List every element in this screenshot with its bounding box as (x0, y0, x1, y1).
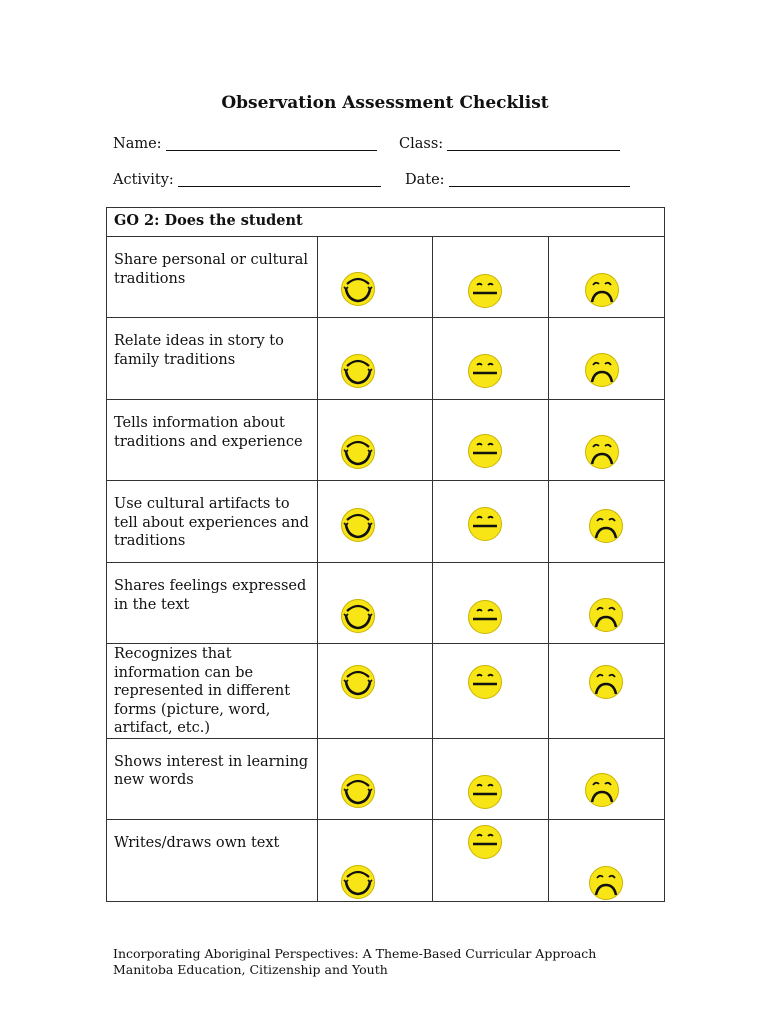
smiley-face-icon[interactable] (340, 864, 376, 900)
smiley-face-icon[interactable] (340, 664, 376, 700)
class-blank[interactable] (447, 149, 620, 151)
page-title: Observation Assessment Checklist (221, 93, 549, 113)
frowny-face-icon[interactable] (584, 772, 620, 808)
class-label: Class: (399, 136, 444, 152)
smiley-face-icon[interactable] (340, 271, 376, 307)
checklist-table (106, 207, 665, 902)
rating-cell[interactable] (549, 644, 665, 739)
rating-cell[interactable] (318, 481, 433, 563)
table-row (107, 318, 665, 400)
criterion-label: Shows interest in learning new words (107, 738, 318, 819)
name-label: Name: (113, 136, 162, 152)
smiley-face-icon[interactable] (340, 773, 376, 809)
rating-cell[interactable] (549, 481, 665, 563)
table-row (107, 481, 665, 563)
footer-line-1: Incorporating Aboriginal Perspectives: A Theme-Based Curricular Approach (113, 946, 597, 961)
activity-label: Activity: (113, 172, 174, 188)
rating-cell[interactable] (549, 563, 665, 644)
rating-cell[interactable] (318, 318, 433, 400)
neutral-face-icon[interactable] (467, 774, 503, 810)
neutral-face-icon[interactable] (467, 824, 503, 860)
rating-cell[interactable] (433, 644, 549, 739)
rating-cell[interactable] (549, 738, 665, 819)
table-row (107, 644, 665, 739)
rating-cell[interactable] (318, 237, 433, 318)
criterion-label: Share personal or cultural traditions (107, 237, 318, 318)
rating-cell[interactable] (433, 481, 549, 563)
rating-cell[interactable] (318, 819, 433, 901)
rating-cell[interactable] (549, 237, 665, 318)
neutral-face-icon[interactable] (467, 506, 503, 542)
criterion-label: Recognizes that information can be represented in different forms (picture, word, artifact, etc.) (107, 644, 318, 739)
table-row (107, 400, 665, 481)
footer (113, 946, 596, 978)
frowny-face-icon[interactable] (584, 352, 620, 388)
criterion-label: Writes/draws own text (107, 819, 318, 901)
frowny-face-icon[interactable] (588, 664, 624, 700)
rating-cell[interactable] (549, 318, 665, 400)
smiley-face-icon[interactable] (340, 598, 376, 634)
date-field (405, 172, 630, 188)
table-row (107, 563, 665, 644)
neutral-face-icon[interactable] (467, 353, 503, 389)
criterion-label: Use cultural artifacts to tell about experiences and traditions (107, 481, 318, 563)
frowny-face-icon[interactable] (588, 508, 624, 544)
criterion-label: Relate ideas in story to family traditions (107, 318, 318, 400)
criterion-label: Shares feelings expressed in the text (107, 563, 318, 644)
rating-cell[interactable] (433, 318, 549, 400)
activity-field (113, 172, 381, 188)
rating-cell[interactable] (318, 563, 433, 644)
date-label: Date: (405, 172, 445, 188)
frowny-face-icon[interactable] (584, 272, 620, 308)
frowny-face-icon[interactable] (588, 865, 624, 901)
criterion-label: Tells information about traditions and experience (107, 400, 318, 481)
rating-cell[interactable] (318, 400, 433, 481)
rating-cell[interactable] (433, 563, 549, 644)
footer-line-2: Manitoba Education, Citizenship and Youth (113, 962, 388, 977)
neutral-face-icon[interactable] (467, 273, 503, 309)
neutral-face-icon[interactable] (467, 599, 503, 635)
activity-blank[interactable] (178, 185, 381, 187)
rating-cell[interactable] (549, 819, 665, 901)
rating-cell[interactable] (433, 819, 549, 901)
neutral-face-icon[interactable] (467, 664, 503, 700)
rating-cell[interactable] (433, 237, 549, 318)
smiley-face-icon[interactable] (340, 507, 376, 543)
rating-cell[interactable] (318, 738, 433, 819)
rating-cell[interactable] (318, 644, 433, 739)
name-blank[interactable] (166, 149, 377, 151)
class-field (399, 136, 620, 152)
table-row (107, 237, 665, 318)
name-field (113, 136, 377, 152)
rating-cell[interactable] (433, 400, 549, 481)
date-blank[interactable] (449, 185, 630, 187)
table-row (107, 738, 665, 819)
frowny-face-icon[interactable] (584, 434, 620, 470)
table-header-row (107, 208, 665, 237)
frowny-face-icon[interactable] (588, 597, 624, 633)
smiley-face-icon[interactable] (340, 353, 376, 389)
rating-cell[interactable] (549, 400, 665, 481)
table-header: GO 2: Does the student (107, 208, 665, 237)
smiley-face-icon[interactable] (340, 434, 376, 470)
rating-cell[interactable] (433, 738, 549, 819)
table-row (107, 819, 665, 901)
neutral-face-icon[interactable] (467, 433, 503, 469)
